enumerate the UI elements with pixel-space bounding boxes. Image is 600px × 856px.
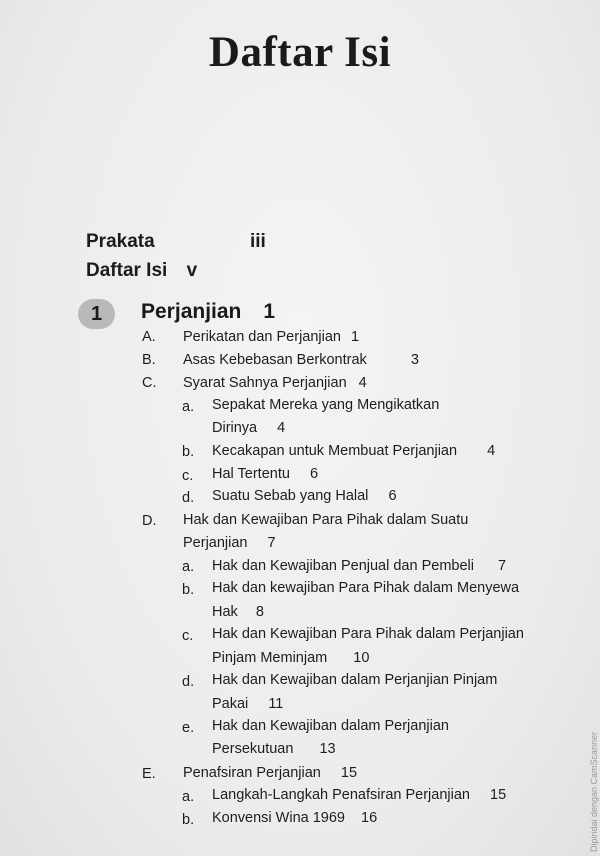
toc-entry: [212, 787, 506, 803]
section-letter: D.: [142, 513, 157, 529]
entry-label: Daftar Isi: [86, 260, 168, 281]
toc-entry-line1: Hak dan Kewajiban dalam Perjanjian: [212, 718, 449, 734]
section-letter: E.: [142, 766, 156, 782]
page-number: 16: [361, 810, 378, 826]
subsection-letter: b.: [182, 582, 195, 598]
section-letter: A.: [142, 329, 156, 345]
page-number: 7: [267, 535, 276, 551]
toc-entry: [212, 488, 397, 504]
page-number: 13: [319, 741, 336, 757]
entry-title: Pinjam Meminjam: [212, 650, 328, 666]
section-letter: B.: [142, 352, 156, 368]
entry-title: Perjanjian: [183, 535, 248, 551]
page-number: 4: [487, 443, 496, 459]
subsection-letter: a.: [182, 399, 195, 415]
toc-entry: [212, 558, 506, 574]
page-number: 11: [268, 696, 284, 712]
chapter-title: [141, 300, 275, 324]
entry-title: Persekutuan: [212, 741, 294, 757]
toc-entry: [212, 810, 377, 826]
page-number: 15: [490, 787, 507, 803]
subsection-letter: c.: [182, 628, 194, 644]
subsection-letter: c.: [182, 468, 194, 484]
page-number: 6: [309, 466, 319, 482]
toc-entry-line2: [212, 696, 283, 712]
subsection-letter: e.: [182, 720, 195, 736]
page-number: 7: [498, 558, 507, 574]
subsection-letter: a.: [182, 559, 195, 575]
toc-entry-line2: [212, 604, 264, 620]
entry-title: Kecakapan untuk Membuat Perjanjian: [212, 443, 458, 459]
page-number: 4: [277, 420, 286, 436]
page-number: 8: [255, 604, 264, 620]
page-number: 6: [388, 488, 397, 504]
toc-entry-line2: [212, 420, 285, 436]
subsection-letter: a.: [182, 789, 195, 805]
page-number: 1: [351, 329, 360, 345]
subsection-letter: b.: [182, 444, 195, 460]
page-number: 3: [410, 352, 419, 368]
toc-entry: [212, 443, 495, 459]
page-number: 15: [340, 765, 358, 781]
subsection-letter: d.: [182, 490, 195, 506]
toc-entry-line1: Hak dan Kewajiban dalam Perjanjian Pinjam: [212, 672, 498, 688]
entry-title: Asas Kebebasan Berkontrak: [183, 352, 367, 368]
toc-entry-line1: Hak dan Kewajiban Para Pihak dalam Suatu: [183, 512, 469, 528]
entry-label: Prakata: [86, 231, 155, 252]
toc-entry-line2: [183, 535, 276, 551]
entry-title: Hak dan Kewajiban Penjual dan Pembeli: [212, 558, 474, 574]
chapter-number-badge: 1: [78, 299, 115, 329]
entry-title: Hak: [212, 604, 238, 620]
entry-title: Langkah-Langkah Penafsiran Perjanjian: [212, 787, 470, 803]
page-number: 1: [263, 300, 276, 323]
page-title: Daftar Isi: [208, 29, 392, 76]
entry-title: Suatu Sebab yang Halal: [212, 488, 369, 504]
toc-entry: [183, 765, 357, 781]
entry-title: Pakai: [212, 696, 249, 712]
toc-entry: [183, 375, 367, 391]
entry-title: Konvensi Wina 1969: [212, 810, 345, 826]
toc-entry: [183, 329, 359, 345]
front-matter-prakata: [86, 231, 266, 253]
toc-entry-line2: [212, 650, 369, 666]
entry-title: Penafsiran Perjanjian: [183, 765, 321, 781]
toc-entry-line2: [212, 741, 336, 757]
chapter-title-text: Perjanjian: [141, 300, 242, 323]
toc-entry-line1: Hak dan Kewajiban Para Pihak dalam Perjanjian: [212, 626, 524, 642]
toc-entry: [183, 352, 419, 368]
toc-entry-line1: Sepakat Mereka yang Mengikatkan: [212, 397, 440, 413]
front-matter-daftar-isi: [86, 260, 197, 282]
watermark-text: Dipindai dengan CamScanner: [589, 731, 599, 852]
entry-title: Syarat Sahnya Perjanjian: [183, 375, 347, 391]
page-number: iii: [250, 231, 266, 252]
toc-entry: [212, 466, 318, 482]
page-number: v: [186, 260, 198, 281]
toc-entry-line1: Hak dan kewajiban Para Pihak dalam Menyewa: [212, 580, 520, 596]
scanner-watermark: [578, 712, 599, 852]
page-number: 4: [358, 375, 367, 391]
entry-title: Dirinya: [212, 420, 258, 436]
section-letter: C.: [142, 375, 157, 391]
subsection-letter: b.: [182, 812, 195, 828]
entry-title: Perikatan dan Perjanjian: [183, 329, 341, 345]
page-number: 10: [353, 650, 370, 666]
subsection-letter: d.: [182, 674, 195, 690]
entry-title: Hal Tertentu: [212, 466, 290, 482]
